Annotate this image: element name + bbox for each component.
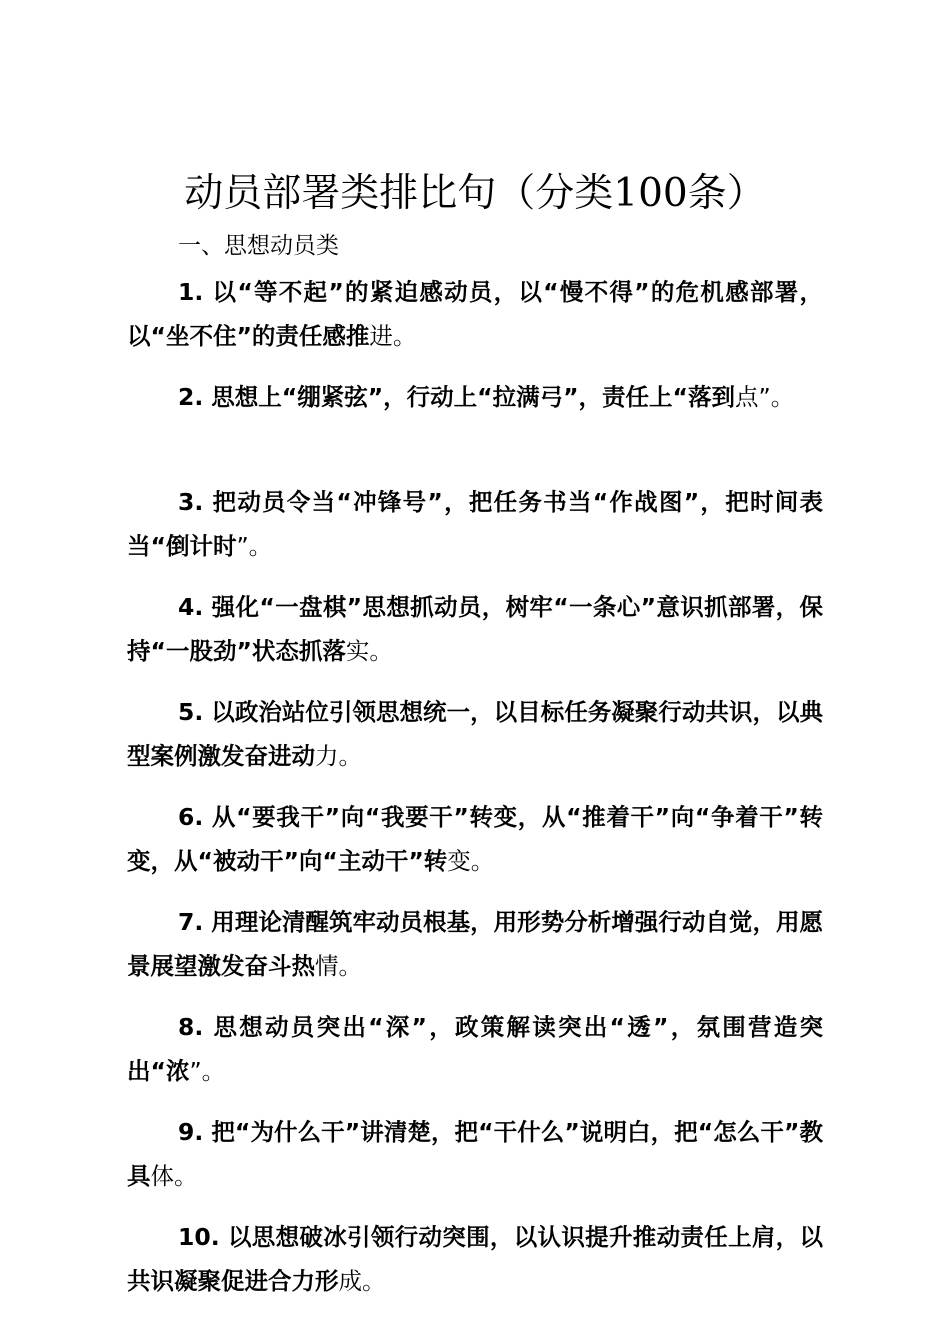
list-item: [127, 270, 823, 358]
list-item: [127, 585, 823, 673]
item-number: 2.: [178, 383, 204, 411]
item-tail: 进。: [369, 322, 417, 350]
item-text: 以政治站位引领思想统一，以目标任务凝聚行动共识，以典型案例激发奋进动: [127, 698, 823, 770]
item-tail: 力。: [315, 742, 362, 770]
item-number: 9.: [178, 1118, 204, 1146]
item-list: [127, 270, 823, 1320]
list-item: [127, 1110, 823, 1198]
list-item: [127, 795, 823, 883]
item-tail: ”。: [236, 532, 273, 560]
item-text: 思想动员突出“深”，政策解读突出“透”，氛围营造突出“浓: [127, 1013, 823, 1085]
item-text: 用理论清醒筑牢动员根基，用形势分析增强行动自觉，用愿景展望激发奋斗热: [127, 908, 823, 980]
item-text: 强化“一盘棋”思想抓动员，树牢“一条心”意识抓部署，保持“一股劲”状态抓落: [127, 593, 823, 665]
document-title: 动员部署类排比句（分类100条）: [184, 171, 766, 216]
item-text: 思想上“绷紧弦”，行动上“拉满弓”，责任上“落到: [211, 383, 736, 411]
item-tail: 情。: [315, 952, 362, 980]
item-text: 把“为什么干”讲清楚，把“干什么”说明白，把“怎么干”教具: [127, 1118, 823, 1190]
item-number: 3.: [178, 488, 204, 516]
item-number: 6.: [178, 803, 204, 831]
item-tail: 实。: [345, 637, 393, 665]
item-text: 把动员令当“冲锋号”，把任务书当“作战图”，把时间表当“倒计时: [127, 488, 823, 560]
item-number: 7.: [178, 908, 204, 936]
item-text: 以“等不起”的紧迫感动员，以“慢不得”的危机感部署，以“坐不住”的责任感推: [127, 278, 823, 350]
item-tail: ”。: [189, 1057, 226, 1085]
item-number: 5.: [178, 698, 204, 726]
item-number: 4.: [178, 593, 204, 621]
item-text: 从“要我干”向“我要干”转变，从“推着干”向“争着干”转变，从“被动干”向“主动干”转: [127, 803, 823, 875]
list-item: [127, 375, 823, 463]
item-text: 以思想破冰引领行动突围，以认识提升推动责任上肩，以共识凝聚促进合力形: [127, 1223, 823, 1295]
section-heading: 一、思想动员类: [178, 233, 339, 259]
list-item: [127, 900, 823, 988]
list-item: [127, 690, 823, 778]
item-tail: 点”。: [735, 383, 795, 411]
list-item: [127, 1005, 823, 1093]
item-number: 10.: [178, 1223, 220, 1251]
list-item: [127, 1215, 823, 1303]
item-number: 1.: [178, 278, 204, 306]
item-number: 8.: [178, 1013, 204, 1041]
list-item: [127, 480, 823, 568]
item-tail: 体。: [150, 1162, 198, 1190]
item-tail: 变。: [447, 847, 495, 875]
item-tail: 成。: [338, 1267, 386, 1295]
